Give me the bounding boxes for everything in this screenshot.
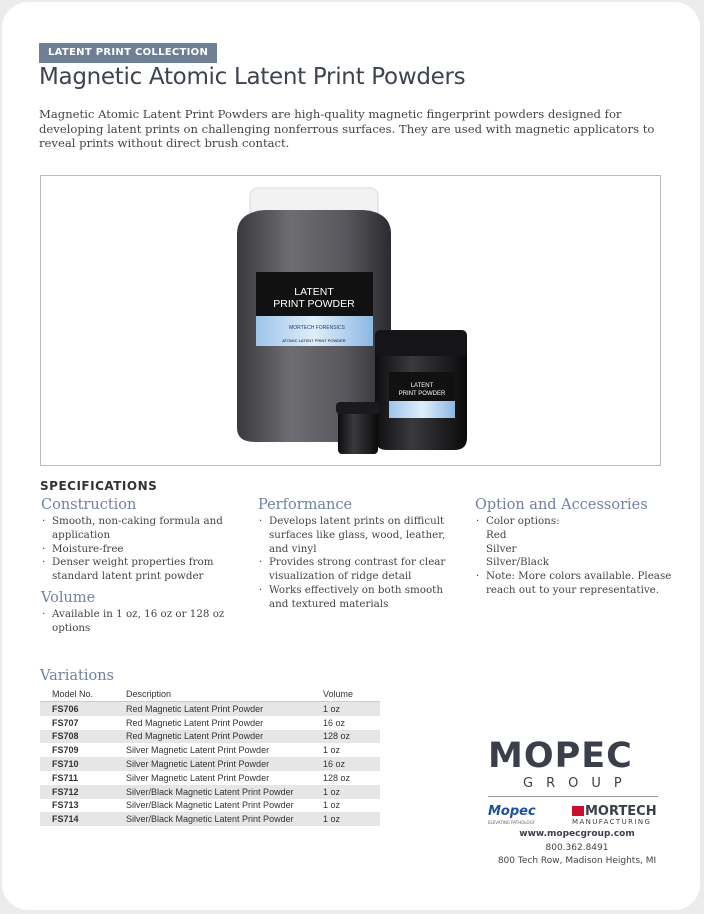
description-cell: Red Magnetic Latent Print Powder	[126, 703, 264, 714]
list-item: · Develops latent prints on difficult surfaces like glass, wood, leather, and vinyl	[258, 515, 448, 556]
variations-table	[40, 687, 380, 826]
mortech-brand-sub: MANUFACTURING	[572, 818, 652, 826]
volume-cell: 1 oz	[323, 703, 341, 714]
construction-title: Construction	[41, 497, 137, 513]
large-label-product: ATOMIC LATENT PRINT POWDER	[282, 338, 346, 343]
description-cell: Red Magnetic Latent Print Powder	[126, 731, 264, 742]
address: 800 Tech Row, Madison Heights, MI	[497, 856, 657, 867]
website-link[interactable]: www.mopecgroup.com	[519, 829, 635, 839]
collection-tag: LATENT PRINT COLLECTION	[39, 43, 217, 63]
table-header-row	[40, 687, 380, 702]
table-row	[40, 757, 380, 771]
list-item: · Provides strong contrast for clear visualization of ridge detail	[258, 556, 448, 584]
table-row	[40, 716, 380, 730]
model-cell: FS707	[52, 717, 79, 728]
options-list	[475, 515, 675, 598]
volume-cell: 1 oz	[323, 814, 341, 825]
mortech-mark-icon	[572, 806, 584, 816]
logo-divider	[488, 796, 658, 797]
mopec-brand-logo	[488, 804, 536, 825]
table-row	[40, 743, 380, 757]
model-cell: FS711	[52, 772, 79, 783]
mopec-brand-name: Mopec	[488, 804, 536, 819]
column-header: Volume	[323, 687, 380, 702]
list-item: · Denser weight properties from standard latent print powder	[41, 556, 241, 584]
volume-cell: 16 oz	[323, 717, 346, 728]
medium-label-line1: LATENT	[410, 383, 434, 389]
column-header: Description	[126, 687, 323, 702]
small-jar	[336, 402, 380, 454]
model-cell: FS708	[52, 731, 79, 742]
mortech-brand-logo	[572, 804, 657, 826]
logo-main-text: MOPEC	[488, 736, 633, 776]
table-row	[40, 702, 380, 716]
intro-paragraph: Magnetic Atomic Latent Print Powders are high-quality magnetic fingerprint powders designed for developing latent prints on challenging nonferrous surfaces. They are used with magnetic applicators to reveal prints without direct brush contact.	[39, 107, 655, 150]
contact-block	[470, 828, 684, 869]
list-item: · Moisture-free	[41, 543, 241, 557]
specifications-heading: SPECIFICATIONS	[40, 479, 158, 493]
description-cell: Silver/Black Magnetic Latent Print Powder	[126, 786, 294, 797]
volume-cell: 1 oz	[323, 745, 341, 756]
medium-label-line2: PRINT POWDER	[398, 391, 446, 397]
table-row	[40, 785, 380, 799]
model-cell: FS706	[52, 703, 79, 714]
color-option: Silver/Black	[486, 556, 549, 569]
model-cell: FS709	[52, 745, 79, 756]
performance-title: Performance	[258, 497, 353, 513]
model-cell: FS712	[52, 786, 79, 797]
page-title: Magnetic Atomic Latent Print Powders	[39, 64, 466, 90]
mopec-group-logo	[488, 738, 664, 832]
performance-list	[258, 515, 448, 612]
volume-cell: 128 oz	[323, 731, 351, 742]
color-option: Red	[486, 528, 507, 541]
description-cell: Silver Magnetic Latent Print Powder	[126, 772, 270, 783]
table-row	[40, 771, 380, 785]
construction-column	[41, 497, 241, 636]
column-header: Model No.	[40, 687, 126, 702]
volume-cell: 1 oz	[323, 786, 341, 797]
list-item: · Available in 1 oz, 16 oz or 128 oz options	[41, 608, 241, 636]
large-label-line1: LATENT	[294, 286, 334, 298]
table-row	[40, 812, 380, 826]
logo-sub-text: GROUP	[523, 776, 635, 791]
description-cell: Silver Magnetic Latent Print Powder	[126, 759, 270, 770]
volume-cell: 16 oz	[323, 759, 346, 770]
large-label-line2: PRINT POWDER	[273, 298, 355, 310]
product-photo	[40, 175, 661, 466]
description-cell: Silver Magnetic Latent Print Powder	[126, 745, 270, 756]
table-row	[40, 799, 380, 813]
volume-cell: 128 oz	[323, 772, 351, 783]
options-title: Option and Accessories	[475, 497, 648, 513]
options-column	[475, 497, 675, 598]
list-item: · Works effectively on both smooth and textured materials	[258, 584, 448, 612]
medium-jar	[375, 330, 467, 450]
description-cell: Silver/Black Magnetic Latent Print Powder	[126, 814, 294, 825]
list-item: · Note: More colors available. Please reach out to your representative.	[475, 570, 675, 598]
color-option: Silver	[486, 542, 517, 555]
volume-list	[41, 608, 241, 636]
construction-list	[41, 515, 241, 584]
mortech-brand-name: MORTECH	[585, 804, 657, 819]
list-item: · Smooth, non-caking formula and application	[41, 515, 241, 543]
performance-column	[258, 497, 448, 612]
description-cell: Silver/Black Magnetic Latent Print Powder	[126, 800, 294, 811]
model-cell: FS714	[52, 814, 79, 825]
description-cell: Red Magnetic Latent Print Powder	[126, 717, 264, 728]
variations-title: Variations	[40, 668, 114, 684]
volume-title: Volume	[41, 589, 96, 606]
table-row	[40, 730, 380, 744]
list-item: · Color options:	[475, 515, 675, 529]
phone-number: 800.362.8491	[545, 842, 609, 853]
model-cell: FS713	[52, 800, 79, 811]
model-cell: FS710	[52, 759, 79, 770]
volume-cell: 1 oz	[323, 800, 341, 811]
large-label-brand: MORTECH FORENSICS	[289, 325, 345, 331]
mopec-brand-tagline: ELEVATING PATHOLOGY	[488, 820, 535, 825]
